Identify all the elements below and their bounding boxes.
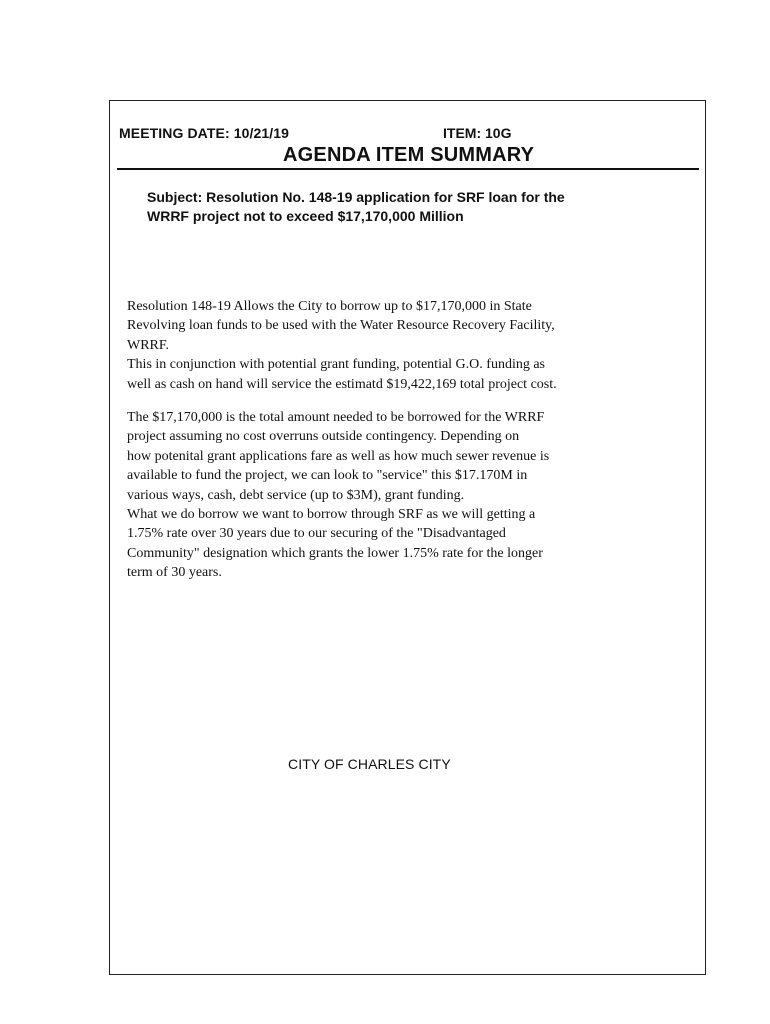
body-line: What we do borrow we want to borrow through SRF as we will getting a — [127, 507, 536, 523]
body-line: This in conjunction with potential grant funding, potential G.O. funding as — [127, 357, 545, 373]
body-line: project assuming no cost overruns outside contingency. Depending on — [127, 429, 520, 445]
body-line: WRRF. — [127, 337, 170, 353]
body-line: how potenital grant applications fare as well as how much sewer revenue is — [127, 448, 550, 464]
subject-line: WRRF project not to exceed $17,170,000 Million — [147, 208, 464, 224]
body-line: Revolving loan funds to be used with the Water Resource Recovery Facility, — [127, 318, 555, 334]
body-line: term of 30 years. — [127, 565, 222, 581]
body-line: various ways, cash, debt service (up to $3M), grant funding. — [127, 487, 465, 503]
page-title: AGENDA ITEM SUMMARY — [283, 144, 535, 166]
body-line: The $17,170,000 is the total amount needed to be borrowed for the WRRF — [127, 410, 545, 426]
meeting-date: MEETING DATE: 10/21/19 — [119, 125, 289, 141]
subject-line: Subject: Resolution No. 148-19 application for SRF loan for the — [147, 189, 565, 205]
body-line: Community" designation which grants the lower 1.75% rate for the longer — [127, 545, 543, 561]
organization-name: CITY OF CHARLES CITY — [288, 756, 451, 772]
body-line: well as cash on hand will service the estimatd $19,422,169 total project cost. — [127, 376, 557, 392]
subject-block — [147, 188, 617, 226]
body-line: Resolution 148-19 Allows the City to borrow up to $17,170,000 in State — [127, 299, 532, 314]
body-line: 1.75% rate over 30 years due to our securing of the "Disadvantaged — [127, 526, 506, 542]
paragraph-gap — [127, 394, 597, 408]
summary-body — [127, 297, 597, 583]
item-number: ITEM: 10G — [443, 125, 512, 141]
body-line: available to fund the project, we can look to "service" this $17.170M in — [127, 468, 528, 484]
title-divider — [117, 168, 699, 170]
